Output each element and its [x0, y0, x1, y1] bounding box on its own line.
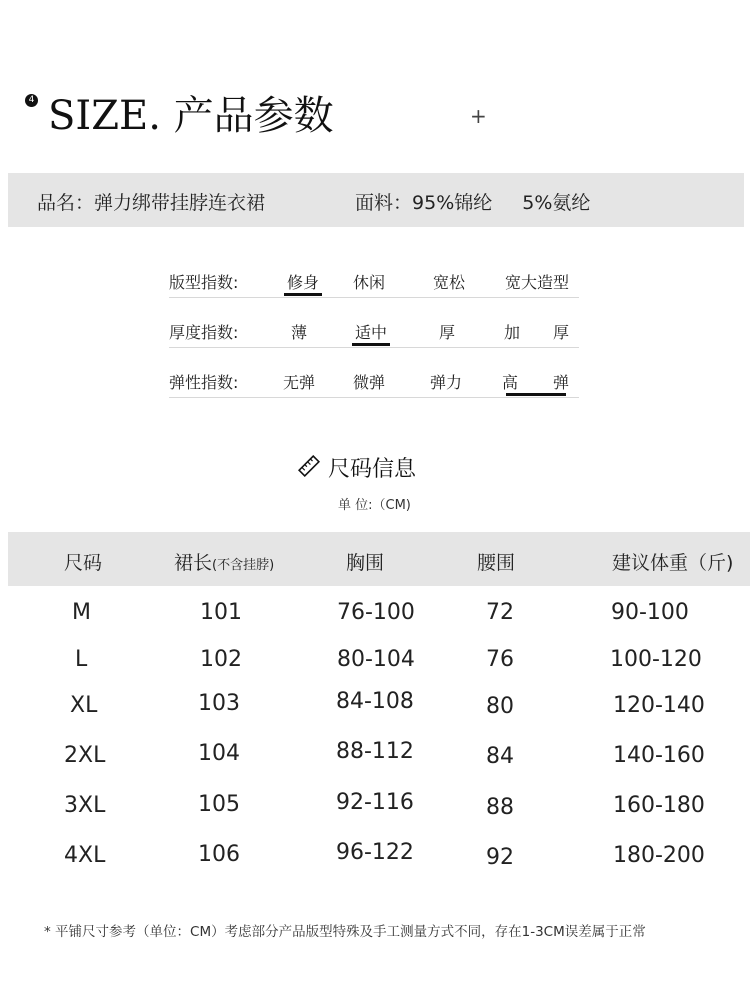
cell-waist: 88: [486, 795, 514, 820]
cell-length: 105: [198, 792, 240, 817]
cell-weight: 160-180: [613, 793, 705, 818]
thickness-option-extra-thick: 厚: [552, 323, 569, 342]
fit-index-label: 版型指数:: [169, 273, 239, 292]
header-skirt-length-text: 裙长: [174, 552, 213, 574]
cell-length: 104: [198, 741, 240, 766]
cell-weight: 100-120: [610, 647, 702, 672]
fit-option-slim: 修身: [286, 273, 319, 292]
fit-row-divider: [169, 297, 579, 298]
thickness-option-thin: 薄: [290, 323, 307, 342]
cell-bust: 84-108: [336, 689, 414, 714]
thickness-option-thick: 厚: [438, 323, 455, 342]
fit-selected-underline: [284, 293, 322, 296]
fit-option-loose: 宽松: [432, 273, 465, 292]
cell-bust: 80-104: [337, 647, 415, 672]
page-title: SIZE. 产品参数: [48, 93, 334, 139]
cell-bust: 96-122: [336, 840, 414, 865]
elasticity-index-label: 弹性指数:: [169, 373, 239, 392]
header-bust: 胸围: [346, 552, 385, 574]
product-name-value: 弹力绑带挂脖连衣裙: [94, 192, 266, 214]
elasticity-selected-underline: [506, 393, 566, 396]
cell-size: 2XL: [64, 743, 106, 768]
step-number-badge: 4: [25, 94, 38, 107]
thickness-selected-underline: [352, 343, 390, 346]
header-skirt-length: [174, 548, 274, 575]
header-size: 尺码: [64, 552, 103, 574]
cell-weight: 140-160: [613, 743, 705, 768]
cell-length: 103: [198, 691, 240, 716]
cell-waist: 72: [486, 600, 514, 625]
thickness-index-label: 厚度指数:: [169, 323, 239, 342]
cell-size: XL: [70, 693, 98, 718]
elasticity-option-none: 无弹: [282, 373, 315, 392]
cell-size: 4XL: [64, 843, 106, 868]
fit-option-casual: 休闲: [352, 273, 385, 292]
product-fabric: [355, 188, 590, 215]
elasticity-option-high-2: 弹: [552, 373, 569, 392]
size-info-title: 尺码信息: [328, 457, 417, 482]
ruler-icon: [298, 455, 320, 477]
cell-bust: 92-116: [336, 790, 414, 815]
cell-length: 106: [198, 842, 240, 867]
cell-waist: 80: [486, 694, 514, 719]
cell-waist: 76: [486, 647, 514, 672]
elasticity-option-slight: 微弹: [352, 373, 385, 392]
header-waist: 腰围: [477, 552, 516, 574]
plus-icon: +: [470, 104, 487, 128]
product-name-label: 品名：: [37, 192, 95, 214]
thickness-option-medium: 适中: [354, 323, 387, 342]
cell-weight: 120-140: [613, 693, 705, 718]
header-weight: 建议体重（斤): [612, 552, 734, 574]
cell-bust: 88-112: [336, 739, 414, 764]
elasticity-option-stretch: 弹力: [429, 373, 462, 392]
cell-size: M: [72, 600, 91, 625]
elasticity-row-divider: [169, 397, 579, 398]
cell-waist: 84: [486, 744, 514, 769]
thickness-row-divider: [169, 347, 579, 348]
cell-length: 101: [200, 600, 242, 625]
cell-waist: 92: [486, 845, 514, 870]
cell-length: 102: [200, 647, 242, 672]
cell-size: 3XL: [64, 793, 106, 818]
unit-label: 单 位:（CM): [338, 498, 411, 513]
cell-weight: 180-200: [613, 843, 705, 868]
fit-option-oversized: 宽大造型: [504, 273, 569, 292]
elasticity-option-high: 高: [501, 373, 518, 392]
thickness-option-extra: 加: [503, 323, 520, 342]
product-name: [37, 188, 265, 215]
fabric-value-1: 95%锦纶: [412, 192, 493, 214]
fabric-label: 面料：: [355, 192, 413, 214]
cell-bust: 76-100: [337, 600, 415, 625]
footnote: * 平铺尺寸参考（单位：CM）考虑部分产品版型特殊及手工测量方式不同，存在1-3CM误差属于正常: [44, 924, 646, 940]
header-skirt-length-note: (不含挂脖): [212, 558, 275, 573]
fabric-value-2: 5%氨纶: [522, 192, 591, 214]
cell-size: L: [75, 647, 88, 672]
cell-weight: 90-100: [611, 600, 689, 625]
